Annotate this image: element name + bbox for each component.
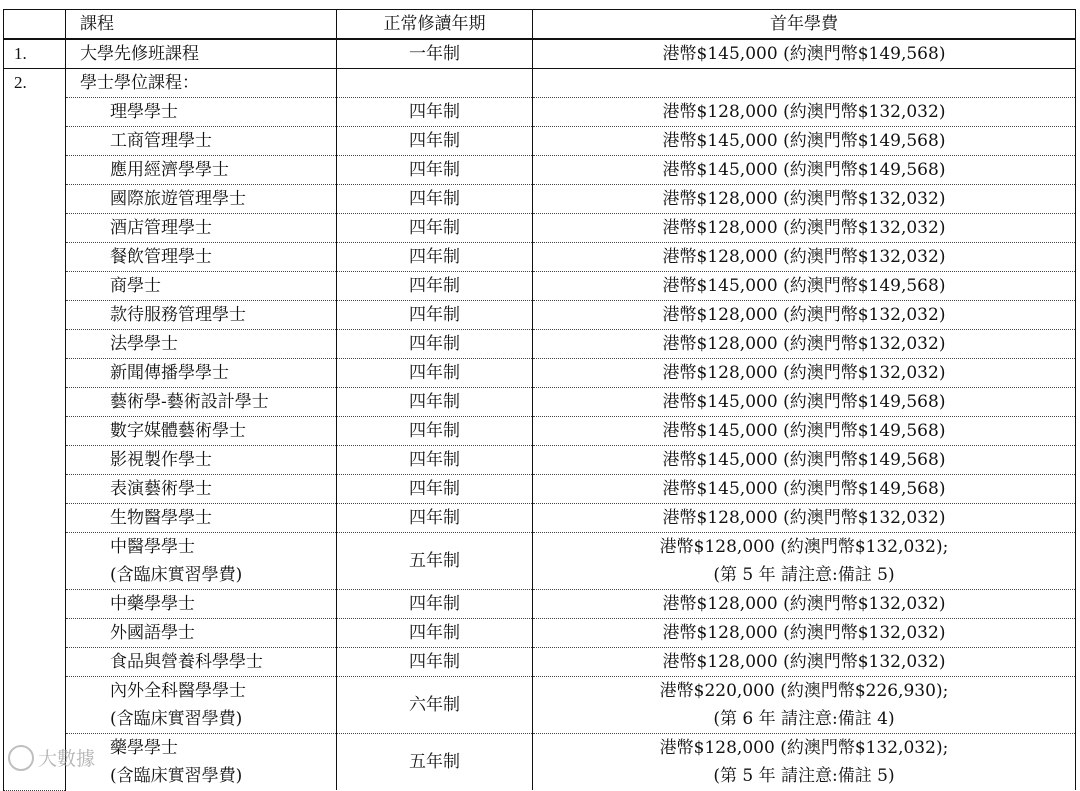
header-duration: 正常修讀年期 — [337, 10, 533, 40]
empty-cell — [533, 69, 1076, 98]
course-fee — [533, 475, 1076, 504]
fee-line: 港幣$145,000 (約澳門幣$149,568) — [662, 131, 946, 151]
fee-line: (第 5 年 請注意:備註 5) — [713, 766, 895, 786]
fee-line: 港幣$145,000 (約澳門幣$149,568) — [662, 44, 946, 64]
table-row — [4, 734, 1076, 791]
fee-line: 港幣$145,000 (約澳門幣$149,568) — [662, 479, 946, 499]
course-fee — [533, 533, 1076, 590]
course-name — [66, 359, 337, 388]
table-row — [4, 590, 1076, 619]
course-fee — [533, 301, 1076, 330]
table-row — [4, 475, 1076, 504]
course-name-line: 酒店管理學士 — [110, 218, 212, 238]
course-duration: 四年制 — [337, 98, 533, 127]
fee-line: 港幣$128,000 (約澳門幣$132,032) — [662, 508, 946, 528]
course-name-line: 藝術學-藝術設計學士 — [110, 392, 269, 412]
course-duration: 四年制 — [337, 330, 533, 359]
table-row — [4, 39, 1076, 69]
table-row — [4, 388, 1076, 417]
fee-line: (第 5 年 請注意:備註 5) — [713, 565, 895, 585]
section-title: 學士學位課程： — [66, 69, 337, 98]
course-duration: 四年制 — [337, 446, 533, 475]
table-row — [4, 648, 1076, 677]
row-number: 2. — [4, 69, 66, 791]
header-course: 課程 — [66, 10, 337, 40]
fee-line: 港幣$128,000 (約澳門幣$132,032) — [662, 189, 946, 209]
table-row — [4, 243, 1076, 272]
table-row — [4, 214, 1076, 243]
fee-line: 港幣$128,000 (約澳門幣$132,032); — [659, 537, 949, 557]
empty-cell — [337, 69, 533, 98]
fee-line: 港幣$128,000 (約澳門幣$132,032) — [662, 247, 946, 267]
fee-line: 港幣$128,000 (約澳門幣$132,032) — [662, 305, 946, 325]
table-row — [4, 504, 1076, 533]
course-fee — [533, 185, 1076, 214]
course-name: 大學先修班課程 — [66, 39, 337, 69]
course-name-line: 表演藝術學士 — [110, 479, 212, 499]
course-name-line: 法學學士 — [110, 334, 178, 354]
course-name — [66, 127, 337, 156]
course-duration: 一年制 — [337, 39, 533, 69]
fee-line: (第 6 年 請注意:備註 4) — [713, 709, 895, 729]
course-name — [66, 504, 337, 533]
table-row — [4, 359, 1076, 388]
course-fee — [533, 388, 1076, 417]
table-body — [4, 39, 1076, 790]
course-duration: 四年制 — [337, 388, 533, 417]
course-name — [66, 388, 337, 417]
table-row — [4, 619, 1076, 648]
course-fee — [533, 39, 1076, 69]
fee-line: 港幣$220,000 (約澳門幣$226,930); — [659, 681, 949, 701]
fee-line: 港幣$128,000 (約澳門幣$132,032) — [662, 652, 946, 672]
fee-line: 港幣$128,000 (約澳門幣$132,032) — [662, 334, 946, 354]
course-duration: 四年制 — [337, 156, 533, 185]
fee-line: 港幣$128,000 (約澳門幣$132,032); — [659, 738, 949, 758]
course-name — [66, 185, 337, 214]
table-header-row — [4, 10, 1076, 40]
course-name — [66, 301, 337, 330]
course-name — [66, 648, 337, 677]
watermark-text: 大數據 — [38, 748, 96, 770]
course-fee — [533, 330, 1076, 359]
table-row — [4, 330, 1076, 359]
course-fee — [533, 359, 1076, 388]
course-name — [66, 417, 337, 446]
course-name — [66, 98, 337, 127]
course-fee — [533, 417, 1076, 446]
tuition-table — [3, 9, 1076, 791]
course-duration: 六年制 — [337, 677, 533, 734]
course-name-line: 工商管理學士 — [110, 131, 212, 151]
table-row — [4, 677, 1076, 734]
course-name — [66, 272, 337, 301]
table-row — [4, 272, 1076, 301]
course-name-line: (含臨床實習學費) — [110, 709, 243, 729]
course-name — [66, 475, 337, 504]
course-duration: 四年制 — [337, 475, 533, 504]
course-name — [66, 330, 337, 359]
table-row — [4, 98, 1076, 127]
course-name — [66, 243, 337, 272]
course-name-line: (含臨床實習學費) — [110, 766, 243, 786]
fee-line: 港幣$145,000 (約澳門幣$149,568) — [662, 276, 946, 296]
course-name-line: 應用經濟學學士 — [110, 160, 229, 180]
fee-line: 港幣$145,000 (約澳門幣$149,568) — [662, 392, 946, 412]
course-duration: 四年制 — [337, 214, 533, 243]
course-fee — [533, 504, 1076, 533]
course-duration: 四年制 — [337, 619, 533, 648]
table-row — [4, 446, 1076, 475]
fee-line: 港幣$128,000 (約澳門幣$132,032) — [662, 218, 946, 238]
course-name-line: 影視製作學士 — [110, 450, 212, 470]
row-number: 1. — [4, 39, 66, 69]
course-duration: 四年制 — [337, 648, 533, 677]
course-duration: 四年制 — [337, 359, 533, 388]
course-fee — [533, 98, 1076, 127]
course-name-line: 外國語學士 — [110, 623, 195, 643]
course-name — [66, 590, 337, 619]
course-name-line: 款待服務管理學士 — [110, 305, 246, 325]
course-duration: 五年制 — [337, 533, 533, 590]
course-fee — [533, 446, 1076, 475]
course-duration: 四年制 — [337, 127, 533, 156]
chat-bubble-logo-icon — [8, 745, 34, 771]
fee-line: 港幣$128,000 (約澳門幣$132,032) — [662, 594, 946, 614]
course-name-line: 國際旅遊管理學士 — [110, 189, 246, 209]
course-fee — [533, 127, 1076, 156]
course-fee — [533, 590, 1076, 619]
course-duration: 四年制 — [337, 504, 533, 533]
course-name-line: 新聞傳播學學士 — [110, 363, 229, 383]
course-fee — [533, 243, 1076, 272]
table-row — [4, 301, 1076, 330]
course-name-line: 中醫學學士 — [110, 537, 195, 557]
course-name-line: 商學士 — [110, 276, 161, 296]
course-name — [66, 734, 337, 791]
fee-line: 港幣$145,000 (約澳門幣$149,568) — [662, 160, 946, 180]
course-name-line: 食品與營養科學學士 — [110, 652, 263, 672]
course-duration: 四年制 — [337, 243, 533, 272]
fee-line: 港幣$145,000 (約澳門幣$149,568) — [662, 450, 946, 470]
fee-line: 港幣$128,000 (約澳門幣$132,032) — [662, 102, 946, 122]
course-name-line: 生物醫學學士 — [110, 508, 212, 528]
section-heading-row — [4, 69, 1076, 98]
course-name — [66, 619, 337, 648]
table-row — [4, 417, 1076, 446]
table-row — [4, 185, 1076, 214]
course-name — [66, 533, 337, 590]
course-duration: 四年制 — [337, 185, 533, 214]
course-fee — [533, 619, 1076, 648]
course-fee — [533, 734, 1076, 791]
course-name-line: (含臨床實習學費) — [110, 565, 243, 585]
course-name — [66, 156, 337, 185]
course-fee — [533, 677, 1076, 734]
fee-line: 港幣$128,000 (約澳門幣$132,032) — [662, 363, 946, 383]
header-number — [4, 10, 66, 40]
course-duration: 四年制 — [337, 272, 533, 301]
course-fee — [533, 272, 1076, 301]
course-name — [66, 677, 337, 734]
fee-line: 港幣$128,000 (約澳門幣$132,032) — [662, 623, 946, 643]
course-name — [66, 214, 337, 243]
course-fee — [533, 156, 1076, 185]
course-name-line: 內外全科醫學學士 — [110, 681, 246, 701]
header-fee: 首年學費 — [533, 10, 1076, 40]
course-fee — [533, 648, 1076, 677]
course-name-line: 理學學士 — [110, 102, 178, 122]
fee-line: 港幣$145,000 (約澳門幣$149,568) — [662, 421, 946, 441]
table-row — [4, 533, 1076, 590]
course-name — [66, 446, 337, 475]
table-row — [4, 127, 1076, 156]
course-duration: 四年制 — [337, 590, 533, 619]
course-name-line: 中藥學學士 — [110, 594, 195, 614]
course-name-line: 餐飲管理學士 — [110, 247, 212, 267]
course-duration: 四年制 — [337, 301, 533, 330]
table-row — [4, 156, 1076, 185]
course-duration: 五年制 — [337, 734, 533, 791]
course-name-line: 藥學學士 — [110, 738, 178, 758]
course-fee — [533, 214, 1076, 243]
watermark — [8, 744, 95, 771]
course-duration: 四年制 — [337, 417, 533, 446]
course-name-line: 數字媒體藝術學士 — [110, 421, 246, 441]
